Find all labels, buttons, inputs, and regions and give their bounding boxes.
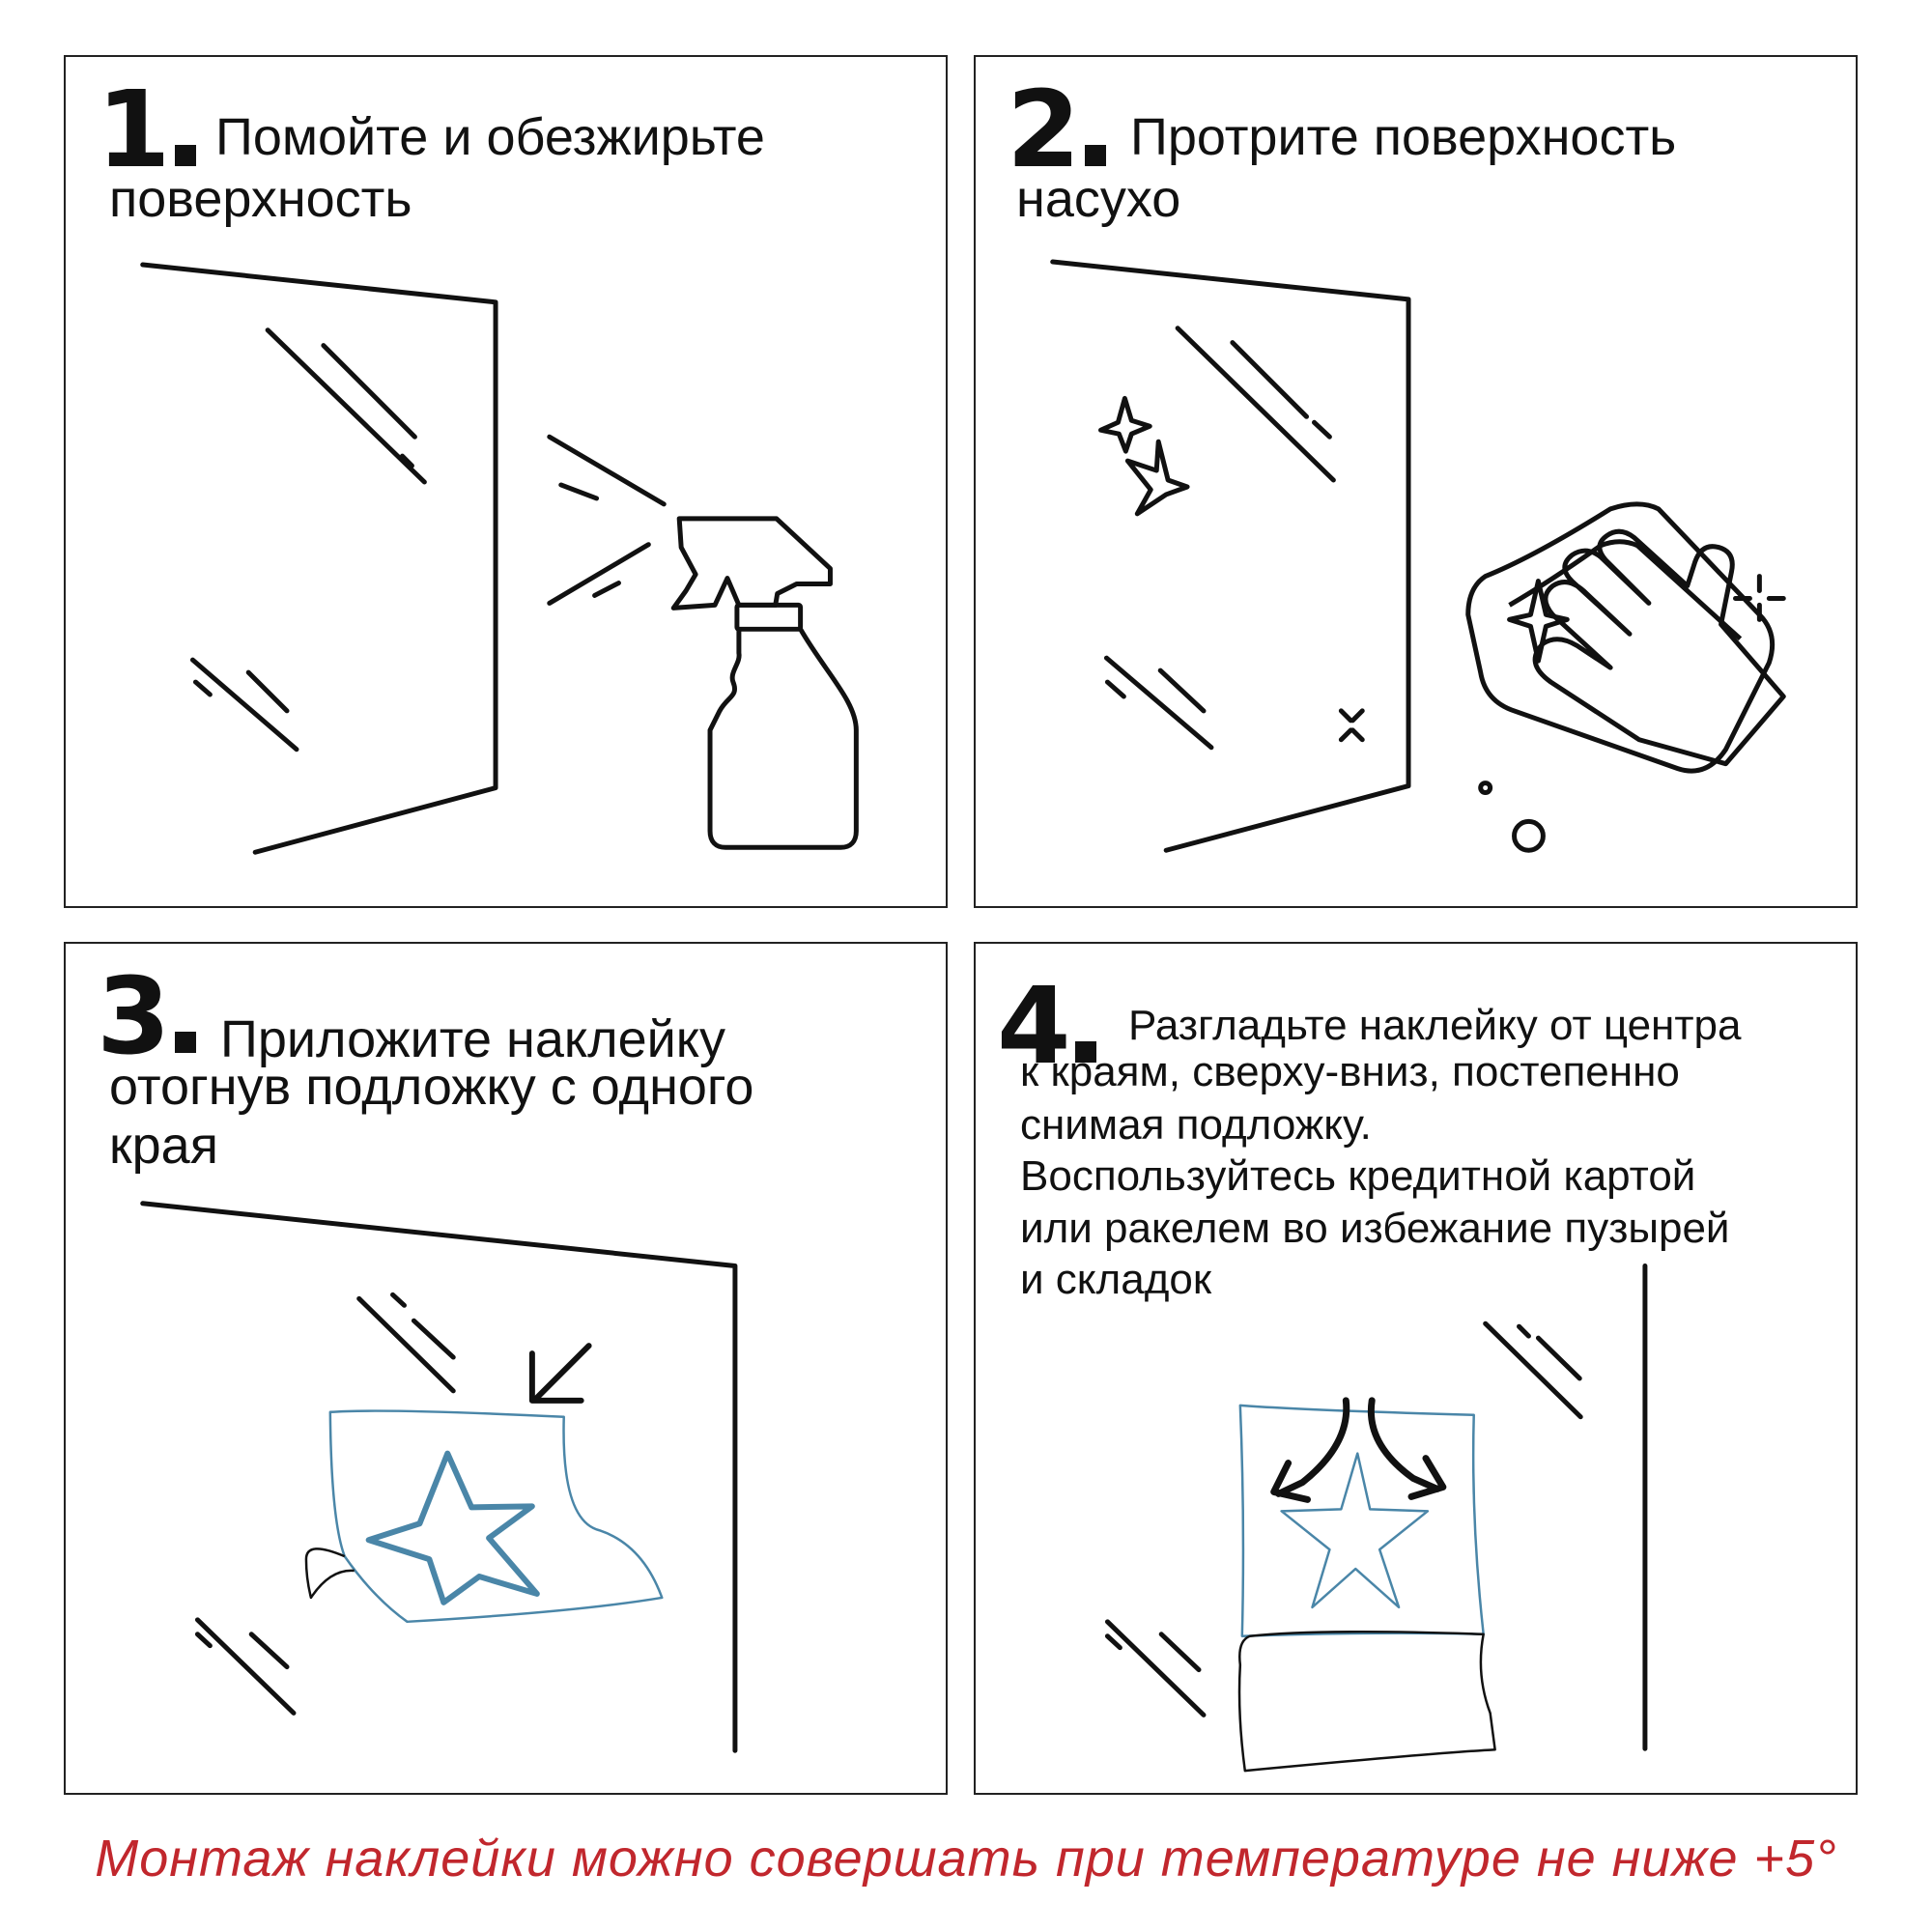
step-1-line-1: Помойте и обезжирьте (215, 108, 765, 166)
sticker-icon (1240, 1406, 1484, 1636)
step-3-number: 3 (97, 963, 196, 1069)
step-3-illustration (66, 944, 946, 1793)
mirror-icon (1053, 262, 1408, 850)
backing-icon (306, 1548, 355, 1598)
mirror-icon (1107, 1265, 1644, 1748)
arrow-icon (532, 1346, 589, 1401)
step-2-panel (974, 55, 1858, 908)
step-2-number: 2 (1007, 76, 1106, 183)
step-2-line-1: Протрите поверхность (1130, 108, 1677, 166)
step-3-line-3: края (109, 1117, 218, 1175)
step-4-line-6: и складок (1020, 1256, 1212, 1303)
step-4-line-1: Разгладьте наклейку от центра (1128, 1002, 1742, 1049)
step-4-line-3: снимая подложку. (1020, 1101, 1372, 1149)
step-3-line-1: Приложите наклейку (220, 1010, 726, 1068)
step-2-illustration (976, 57, 1856, 906)
spray-mist-icon (550, 437, 664, 603)
sticker-icon (330, 1411, 662, 1622)
step-4-illustration (976, 944, 1856, 1793)
step-1-number: 1 (97, 76, 196, 183)
backing-icon (1239, 1632, 1495, 1771)
step-1-panel (64, 55, 948, 908)
arrows-icon (1274, 1401, 1443, 1500)
footer-temperature-note: Монтаж наклейки можно совершать при температуре не ниже +5° (95, 1830, 1837, 1888)
step-3-line-2: отогнув подложку с одного (109, 1058, 754, 1116)
spray-bottle-icon (673, 519, 856, 847)
star-icon (369, 1454, 537, 1603)
step-2-line-2: насухо (1016, 170, 1181, 228)
bubble-icon (1481, 783, 1544, 851)
step-4-line-4: Воспользуйтесь кредитной картой (1020, 1152, 1696, 1200)
step-4-line-2: к краям, сверху-вниз, постепенно (1020, 1048, 1680, 1095)
mirror-icon (143, 265, 496, 852)
step-4-panel (974, 942, 1858, 1795)
step-1-line-2: поверхность (109, 170, 412, 228)
step-3-panel (64, 942, 948, 1795)
step-4-number: 4 (997, 973, 1096, 1079)
step-1-illustration (66, 57, 946, 906)
sparkle-icon (1100, 398, 1187, 513)
cloth-icon (1468, 504, 1773, 771)
step-4-line-5: или ракелем во избежание пузырей (1020, 1205, 1730, 1252)
